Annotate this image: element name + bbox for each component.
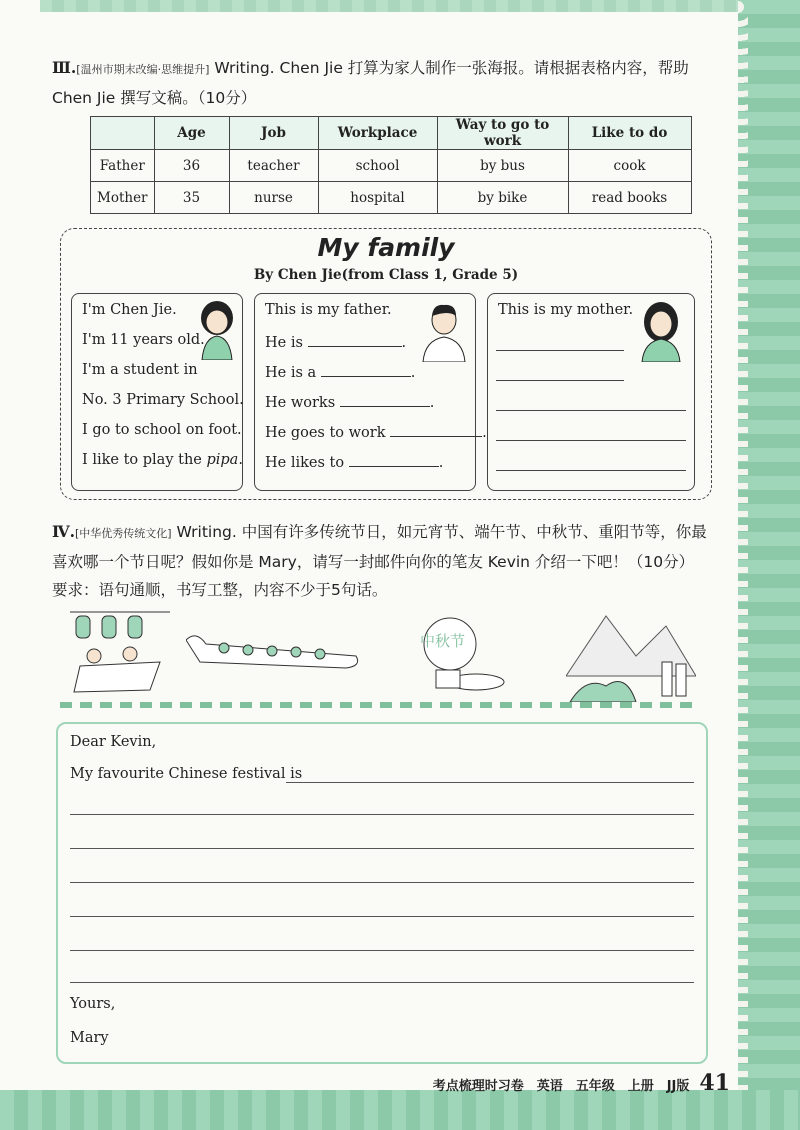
- double-ninth-icon: [566, 606, 696, 702]
- girl-illustration-icon: [196, 298, 238, 360]
- writing-line[interactable]: [70, 814, 694, 815]
- father-illustration-icon: [419, 300, 469, 362]
- answer-blank[interactable]: [308, 332, 402, 347]
- card-chen-jie: [71, 293, 243, 491]
- table-cell: Father: [91, 150, 155, 182]
- writing-line[interactable]: [286, 782, 694, 783]
- question-requirement: 要求：语句通顺，书写工整，内容不少于5句话。: [52, 581, 388, 599]
- answer-line[interactable]: [496, 350, 624, 351]
- card-line-text: He is: [265, 335, 303, 351]
- divider: [60, 702, 700, 708]
- card-line: [82, 452, 243, 468]
- answer-line[interactable]: [496, 410, 686, 411]
- card-line-end: .: [238, 452, 243, 468]
- writing-line[interactable]: [70, 848, 694, 849]
- card-line: He is a .: [265, 362, 415, 381]
- card-mother: [487, 293, 695, 491]
- card-line: He goes to work .: [265, 422, 487, 441]
- card-line: He is .: [265, 332, 406, 351]
- card-father: [254, 293, 487, 491]
- card-line: He works .: [265, 392, 434, 411]
- bottom-border: [0, 1090, 800, 1130]
- writing-line[interactable]: [70, 950, 694, 951]
- card-line-italic: pipa: [206, 452, 239, 468]
- letter-box: [56, 722, 708, 1064]
- page-footer: [433, 1070, 730, 1096]
- table-header-row: [91, 117, 692, 150]
- answer-line[interactable]: [496, 380, 624, 381]
- table-row: [91, 150, 692, 182]
- card-line-text: He is a: [265, 365, 317, 381]
- question-number: Ⅳ.: [52, 522, 75, 541]
- table-cell: read books: [568, 182, 691, 214]
- table-header: Like to do: [568, 117, 691, 150]
- card-line: He likes to .: [265, 452, 443, 471]
- question-text: Writing. Chen Jie 打算为家人制作一张海报。请根据表格内容，帮助: [214, 59, 689, 77]
- table-header: Way to go to work: [437, 117, 568, 150]
- answer-line[interactable]: [496, 440, 686, 441]
- answer-line[interactable]: [496, 470, 686, 471]
- letter-signature: Mary: [70, 1030, 109, 1046]
- mooncake-text: 中秋节: [420, 632, 466, 650]
- poster-title: My family: [317, 233, 455, 262]
- card-line: I go to school on foot.: [82, 422, 242, 438]
- letter-greeting: Dear Kevin,: [70, 734, 157, 750]
- answer-blank[interactable]: [390, 422, 482, 437]
- table-cell: cook: [568, 150, 691, 182]
- card-line-text: I like to play the: [82, 452, 207, 468]
- table-header: Workplace: [318, 117, 437, 150]
- answer-blank[interactable]: [349, 452, 439, 467]
- question-3-heading: [52, 54, 742, 112]
- table-cell: hospital: [318, 182, 437, 214]
- mother-illustration-icon: [638, 298, 684, 362]
- question-text: Writing. 中国有许多传统节日，如元宵节、端午节、中秋节、重阳节等，你最: [176, 523, 707, 541]
- card-line: No. 3 Primary School.: [82, 392, 244, 408]
- dragon-boat-icon: [186, 626, 364, 676]
- card-line: I'm 11 years old.: [82, 332, 205, 348]
- family-poster: [60, 228, 712, 500]
- table-cell: by bike: [437, 182, 568, 214]
- card-line-text: He goes to work: [265, 425, 386, 441]
- question-4-heading: [52, 518, 742, 604]
- table-cell: nurse: [229, 182, 318, 214]
- question-tag: [温州市期末改编·思维提升]: [76, 63, 210, 76]
- right-border: [738, 0, 800, 1130]
- question-text-cont: 喜欢哪一个节日呢？假如你是 Mary，请写一封邮件向你的笔友 Kevin 介绍一下吧！（10分）: [52, 553, 695, 571]
- writing-line[interactable]: [70, 882, 694, 883]
- table-row: [91, 182, 692, 214]
- poster-subtitle: By Chen Jie(from Class 1, Grade 5): [253, 267, 519, 283]
- table-cell: Mother: [91, 182, 155, 214]
- lantern-festival-icon: [70, 606, 170, 698]
- card-line: I'm Chen Jie.: [82, 302, 177, 318]
- writing-line[interactable]: [70, 916, 694, 917]
- table-header: Age: [154, 117, 229, 150]
- letter-start: My favourite Chinese festival is: [70, 766, 303, 782]
- answer-blank[interactable]: [340, 392, 430, 407]
- letter-closing: Yours,: [70, 996, 116, 1012]
- card-line-text: He likes to: [265, 455, 345, 471]
- question-tag: [中华优秀传统文化]: [75, 527, 172, 540]
- writing-line[interactable]: [70, 982, 694, 983]
- table-cell: teacher: [229, 150, 318, 182]
- answer-blank[interactable]: [321, 362, 411, 377]
- footer-info: 考点梳理时习卷 英语 五年级 上册 JJ版: [432, 1079, 690, 1094]
- card-line-text: He works: [265, 395, 336, 411]
- top-border: [40, 0, 740, 12]
- info-table: [90, 116, 692, 214]
- mid-autumn-icon: [406, 610, 516, 700]
- question-text-cont: Chen Jie 撰写文稿。（10分）: [52, 89, 257, 107]
- table-cell: 36: [154, 150, 229, 182]
- card-line: This is my mother.: [498, 302, 634, 318]
- card-line: I'm a student in: [82, 362, 198, 378]
- table-header: Job: [229, 117, 318, 150]
- table-cell: by bus: [437, 150, 568, 182]
- card-line: This is my father.: [265, 302, 392, 318]
- question-number: Ⅲ.: [52, 58, 77, 77]
- page-number: 41: [699, 1070, 730, 1096]
- table-header: [91, 117, 155, 150]
- table-cell: school: [318, 150, 437, 182]
- table-cell: 35: [154, 182, 229, 214]
